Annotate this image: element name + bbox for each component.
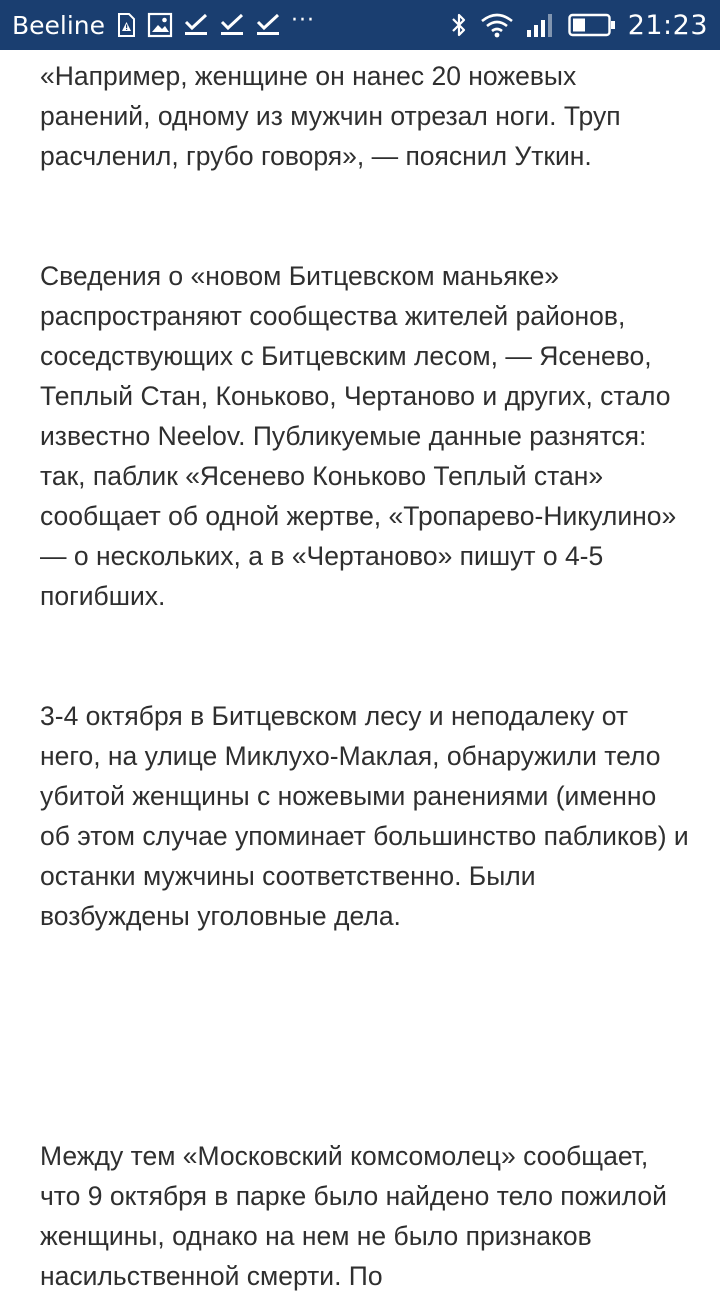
article-paragraph: Сведения о «новом Битцевском маньяке» распространяют сообщества жителей районов, соседствующих с Битцевским лесом, — Ясенево, Теплый Стан, Коньково, Чертаново и других, стало известно Neelov. Публикуемые данные разнятся: так, паблик «Ясенево Коньково Теплый стан» сообщает об одной жертве, «Тропарево-Никулино» — о нескольких, а в «Чертаново» пишут о 4-5 погибших.	[40, 261, 677, 611]
bluetooth-icon	[450, 11, 468, 39]
sim-warning-icon	[115, 11, 137, 39]
clock: 21:23	[627, 9, 708, 41]
carrier-name: Beeline	[12, 10, 106, 40]
more-notifications-icon: ···	[291, 8, 316, 33]
check-icon	[255, 13, 281, 37]
status-right	[450, 10, 708, 41]
article-paragraph: «Например, женщине он нанес 20 ножевых ранений, одному из мужчин отрезал ноги. Труп расчленил, грубо говоря», — пояснил Уткин.	[40, 61, 621, 171]
status-left	[12, 8, 316, 40]
check-icon	[183, 13, 209, 37]
article-paragraph: Между тем «Московский комсомолец» сообщает, что 9 октября в парке было найдено тело пожилой женщины, однако на нем не было признаков насильственной смерти. По	[40, 1141, 667, 1291]
battery-icon	[568, 13, 616, 37]
image-icon	[147, 12, 173, 38]
signal-icon	[526, 12, 556, 38]
wifi-icon	[480, 12, 514, 38]
check-icon	[219, 13, 245, 37]
article-paragraph: 3-4 октября в Битцевском лесу и неподалеку от него, на улице Миклухо-Маклая, обнаружили тело убитой женщины с ножевыми ранениями (именно об этом случае упоминает большинство пабликов) и останки мужчины соответственно. Были возбуждены уголовные дела.	[40, 701, 689, 931]
status-bar	[0, 0, 720, 50]
